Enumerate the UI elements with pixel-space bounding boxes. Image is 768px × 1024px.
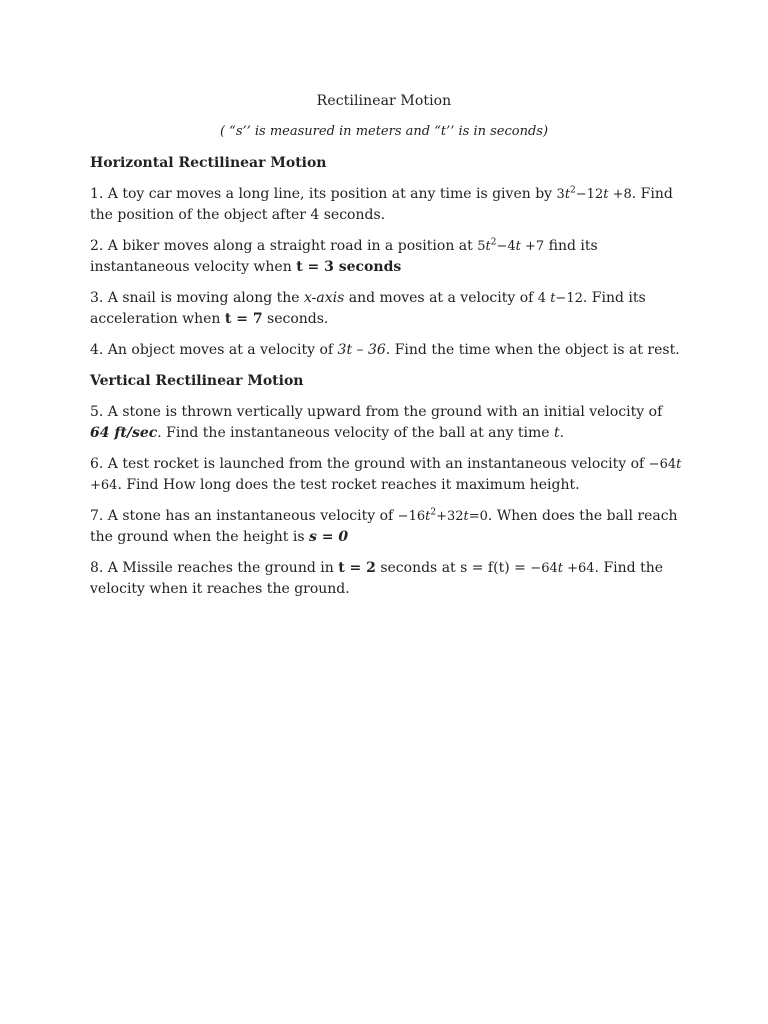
expr-var: t xyxy=(463,509,469,524)
problem-2-condition: t = 3 seconds xyxy=(296,259,402,275)
expr-exponent: 2 xyxy=(430,507,437,518)
problem-7-text-a: 7. A stone has an instantaneous velocity of xyxy=(90,508,398,524)
problem-5 xyxy=(90,402,682,444)
problem-3-text-d: . Find its acceleration when xyxy=(90,290,646,327)
expr-var: t xyxy=(603,187,609,202)
expr-coef: −16 xyxy=(397,509,426,524)
problem-7-expression xyxy=(398,509,488,524)
problem-4-expression: 3t – 36 xyxy=(337,342,386,358)
section-heading-horizontal: Horizontal Rectilinear Motion xyxy=(90,155,327,171)
problem-5-var: t xyxy=(554,425,560,441)
expr-var: t xyxy=(676,457,682,472)
problem-5-text-a: 5. A stone is thrown vertically upward from the ground with an initial velocity of xyxy=(90,404,663,420)
problem-8-expression xyxy=(530,561,594,576)
expr-var: t xyxy=(550,291,556,306)
problem-1-expression xyxy=(557,187,632,202)
expr-const: +7 xyxy=(520,239,545,254)
expr-const: =0 xyxy=(468,509,488,524)
problem-8-text-c: seconds at s = f(t) = xyxy=(375,560,531,576)
problem-2-text-b: find its instantaneous velocity when xyxy=(90,238,598,275)
expr-var: t xyxy=(485,239,491,254)
problem-3-expression xyxy=(538,291,583,306)
page-subtitle: ( “s’’ is measured in meters and “t’’ is in seconds) xyxy=(219,124,549,139)
problem-1-text-a: 1. A toy car moves a long line, its position at any time is given by xyxy=(90,186,557,202)
problem-5-text-e: . xyxy=(559,425,565,441)
expr-coef: 3 xyxy=(556,187,565,202)
problem-3-condition: t = 7 xyxy=(224,311,263,327)
problem-7 xyxy=(90,506,682,548)
expr-term: −4 xyxy=(496,239,516,254)
section-heading-vertical: Vertical Rectilinear Motion xyxy=(90,373,304,389)
problem-3-text-c: and moves at a velocity of xyxy=(344,290,538,306)
expr-var: t xyxy=(515,239,521,254)
expr-coef: 4 xyxy=(537,291,547,306)
problem-6-text-a: 6. A test rocket is launched from the ground with an instantaneous velocity of xyxy=(90,456,649,472)
problem-3-text-f: seconds. xyxy=(262,311,329,327)
problem-1 xyxy=(90,184,682,226)
expr-exponent: 2 xyxy=(570,185,576,196)
expr-coef: −64 xyxy=(648,457,677,472)
problem-2-text-a: 2. A biker moves along a straight road in a position at xyxy=(90,238,478,254)
expr-term: +32 xyxy=(436,509,464,524)
problem-6-text-b: . Find How long does the test rocket reaches it maximum height. xyxy=(117,477,580,493)
problem-6 xyxy=(90,454,682,496)
expr-coef: 5 xyxy=(477,239,486,254)
expr-var: t xyxy=(557,561,563,576)
problem-8-condition: t = 2 xyxy=(338,560,376,576)
expr-const: −12 xyxy=(555,291,583,306)
expr-var: t xyxy=(564,187,571,202)
problem-7-condition: s = 0 xyxy=(308,529,349,545)
problem-4 xyxy=(90,340,682,361)
expr-var: t xyxy=(425,509,431,524)
expr-const: +8 xyxy=(608,187,632,202)
expr-const: +64 xyxy=(562,561,595,576)
problem-2-expression xyxy=(477,239,544,254)
problem-8 xyxy=(90,558,682,600)
problem-5-velocity: 64 ft/sec xyxy=(90,425,158,441)
document-body xyxy=(90,153,682,610)
problem-4-text-a: 4. An object moves at a velocity of xyxy=(90,342,338,358)
expr-const: +64 xyxy=(90,478,118,493)
page-title: Rectilinear Motion xyxy=(316,93,452,109)
expr-exponent: 2 xyxy=(490,237,497,248)
problem-3-text-a: 3. A snail is moving along the xyxy=(90,290,305,306)
problem-8-text-a: 8. A Missile reaches the ground in xyxy=(90,560,339,576)
problem-3-axis: x-axis xyxy=(304,290,345,306)
expr-term: −12 xyxy=(575,187,604,202)
expr-coef: −64 xyxy=(530,561,558,576)
problem-5-text-c: . Find the instantaneous velocity of the ball at any time xyxy=(157,425,555,441)
problem-2 xyxy=(90,236,682,278)
problem-3 xyxy=(90,288,682,330)
problem-1-text-b: . Find the position of the object after 4 seconds. xyxy=(90,186,673,223)
problem-4-text-c: . Find the time when the object is at rest. xyxy=(385,342,680,358)
problem-8-text-d: . Find the velocity when it reaches the ground. xyxy=(90,560,663,597)
problem-7-text-b: . When does the ball reach the ground when the height is xyxy=(90,508,678,545)
